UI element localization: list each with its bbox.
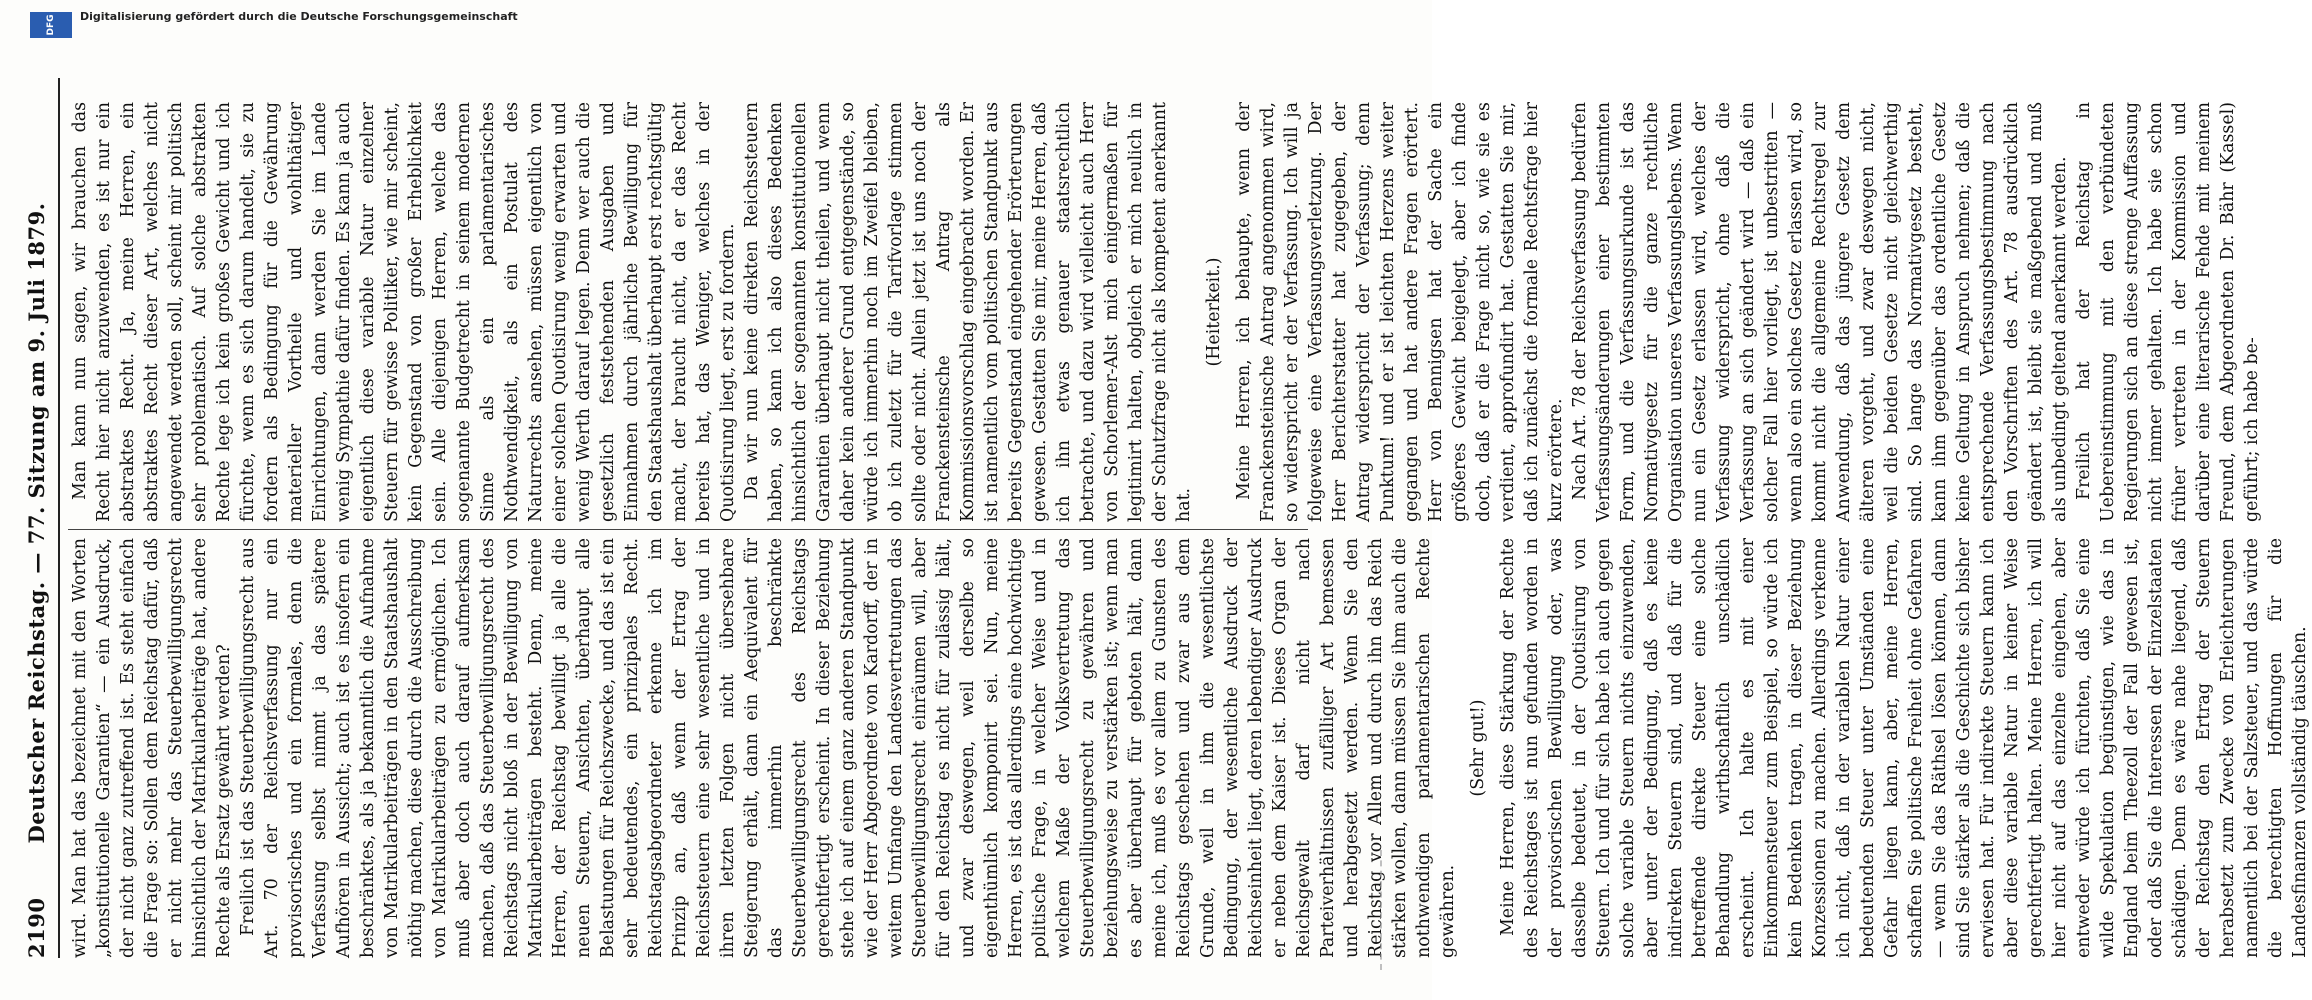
column-divider (68, 529, 1308, 530)
dfg-logo-icon: DFG (30, 12, 72, 38)
digitization-sidebar (30, 10, 1410, 40)
paragraph: Freilich hat der Reichstag in Uebereinstimmung mit den verbündeten Regierungen sich an diese strenge Auffassung nicht immer gehalten. Ich habe sie schon früher vertreten in der Kommission und darüber eine literarische Fehde mit meinem Freund, dem Abgeordneten Dr. Bähr (Kassel) geführt; ich habe be- (2074, 102, 2262, 522)
scan-artifact (1380, 850, 1402, 970)
page-number: 2190 (24, 897, 49, 958)
paragraph: Meine Herren, diese Stärkung der Rechte des Reichstages ist nun gefunden worden in der provisorischen Bewilligung oder, was dasselbe bedeutet, in der Quotisirung von Steuern. Ich und für sich habe ich auch gegen solche variable Steuern nichts einzuwenden, aber unter der Bedingung, daß es keine indirekten Steuern sind, und daß für die betreffende direkte Steuer eine solche Behandlung wirthschaftlich unschädlich erscheint. Ich halte es mit einer Einkommensteuer zum Beispiel, so würde ich kein Bedenken tragen, in dieser Beziehung Konzessionen zu machen. Allerdings verkenne ich nicht, daß in der variablen Natur einer bedeutenden Steuer unter Umständen eine Gefahr liegen kann, aber, meine Herren, schaffen Sie politische Freiheit ohne Gefahren — wenn Sie das Räthsel lösen können, dann sind Sie stärker als die Geschichte sich bisher erwiesen hat. Für indirekte Steuern kann ich aber diese variable Natur in keiner Weise gerechtfertigt halten. Meine Herren, ich will hier nicht auf das einzelne eingehen, aber entweder würde ich fürchten, daß Sie eine wilde Spekulation begünstigen, wie das in England beim Theezoll der Fall gewesen ist, oder daß Sie die Interessen der Einzelstaaten schädigen. Denn es wäre nahe liegend, daß der Reichstag den Ertrag der Steuern herabsetzt zum Zwecke von Erleichterungen namentlich bei der Salzsteuer, und das würde die berechtigten Hoffnungen für die Landesfinanzen vollständig täuschen. (1498, 538, 2310, 958)
laughter-note: (Heiterkeit.) (1204, 257, 1224, 367)
page-title: Deutscher Reichstag. — 77. Sitzung am 9. Juli 1879. (24, 202, 49, 844)
paragraph: Freilich ist das Steuerbewilligungsrecht aus Art. 70 der Reichsverfassung nur ein provisorisches und ein formales, denn die Verfassung selbst nimmt ja das spätere Aufhören in Aussicht; auch ist es insofern ein beschränktes, als ja bekanntlich die Aufnahme von Matrikularbeiträgen in den Staatshaushalt nöthig machen, diese durch die Ausschreibung von Matrikularbeiträgen zu ermöglichen. Ich muß aber doch auch darauf aufmerksam machen, daß das Steuerbewilligungsrecht des Reichstags nicht bloß in der Bewilligung von Matrikularbeiträgen besteht. Denn, meine Herren, der Reichstag bewilligt ja alle die neuen Steuern, Ansichten, überhaupt alle Belastungen für Reichszwecke, und das ist ein sehr bedeutendes, ein prinzipales Recht. Reichstagsabgeordneter erkenne ich im Prinzip an, daß wenn der Ertrag der Reichssteuern eine sehr wesentliche und in ihren letzten Folgen nicht übersehbare Steigerung erhält, dann ein Aequivalent für das immerhin beschränkte Steuerbewilligungsrecht des Reichstags gerechtfertigt erscheint. In dieser Beziehung stehe ich auf einem ganz anderen Standpunkt wie der Herr Abgeordnete von Kardorff, der in weitem Umfange den Landesvertretungen das Steuerbewilligungsrecht einräumen will, aber für den Reichstag es nicht für zulässig hält, und zwar deswegen, weil derselbe so eigenthümlich komponirt sei. Nun, meine Herren, es ist das allerdings eine hochwichtige politische Frage, in welcher Weise und in welchem Maße der Volksvertretung das Steuerbewilligungsrecht zu gewähren und beziehungsweise zu verstärken ist; wenn man es aber überhaupt für geboten hält, dann meine ich, muß es vor allem zu Gunsten des Reichstags geschehen und zwar aus dem Grunde, weil in ihm die wesentlichste Bedingung, der wesentliche Ausdruck der Reichseinheit liegt, deren lebendiger Ausdruck er neben dem Kaiser ist. Dieses Organ der Reichsgewalt darf nicht nach Parteiverhältnissen zufälliger Art bemessen und herabgesetzt werden. Wenn Sie den Reichstag vor Allem und durch ihn das Reich stärken wollen, dann müssen Sie ihm auch die nothwendigen parlamentarischen Rechte gewähren. (238, 538, 1458, 958)
applause-note: (Sehr gut!) (1468, 699, 1488, 797)
digitization-credit: Digitalisierung gefördert durch die Deutsche Forschungsgemeinschaft (80, 10, 518, 23)
paragraph: Meine Herren, ich behaupte, wenn der Franckensteinsche Antrag angenommen wird, so widerspricht er der Verfassung. Ich will ja folgeweise eine Verfassungsverletzung. Der Herr Berichterstatter hat zugegeben, der Antrag widerspricht der Verfassung; denn Punktum! und er ist leichten Herzens weiter gegangen und hat andere Fragen erörtert. Herr von Bennigsen hat der Sache ein größeres Gewicht beigelegt, aber ich finde doch, daß er die Frage nicht so, wie sie es verdient, approfundirt hat. Gestatten Sie mir, daß ich zunächst die formale Rechtsfrage hier kurz erörtere. (1234, 102, 1566, 522)
left-column (68, 538, 2310, 958)
paragraph: Man kann nun sagen, wir brauchen das Recht hier nicht anzuwenden, es ist nur ein abstraktes Recht. Ja, meine Herren, ein abstraktes Recht dieser Art, welches nicht angewendet werden soll, scheint mir politisch sehr problematisch. Auf solche abstrakten Rechte lege ich kein großes Gewicht und ich fürchte, wenn es sich darum handelt, sie zu fordern als Bedingung für die Gewährung materieller Vortheile und wohlthätiger Einrichtungen, dann werden Sie im Lande wenig Sympathie dafür finden. Es kann ja auch eigentlich diese variable Natur einzelner Steuern für gewisse Politiker, wie mir scheint, kein Gegenstand von großer Erheblichkeit sein. Alle diejenigen Herren, welche das sogenannte Budgetrecht in seinem modernen Sinne als ein parlamentarisches Nothwendigkeit, als ein Postulat des Naturrechts ansehen, müssen eigentlich von einer solchen Quotisirung wenig erwarten und wenig Werth darauf legen. Denn wer auch die gesetzlich feststehenden Ausgaben und Einnahmen durch jährliche Bewilligung für den Staatshaushalt überhaupt erst rechtsgültig macht, der braucht nicht, da er das Recht bereits hat, das Weniger, welches in der Quotisirung liegt, erst zu fordern. (70, 102, 738, 522)
paragraph: Nach Art. 78 der Reichsverfassung bedürfen Verfassungsänderungen einer bestimmten Form, und die Verfassungsurkunde ist das Normativgesetz für die ganze rechtliche Organisation unseres Verfassungslebens. Wenn nun ein Gesetz erlassen wird, welches der Verfassung widerspricht, ohne daß die Verfassung an sich geändert wird — daß ein solcher Fall hier vorliegt, ist unbestritten — wenn also ein solches Gesetz erlassen wird, so kommt nicht die allgemeine Rechtsregel zur Anwendung, daß das jüngere Gesetz dem älteren vorgeht, und zwar deswegen nicht, weil die beiden Gesetze nicht gleichwerthig sind. So lange das Normativgesetz besteht, kann ihm gegenüber das ordentliche Gesetz keine Geltung in Anspruch nehmen; daß die entsprechende Verfassungsbestimmung nach den Vorschriften des Art. 78 ausdrücklich geändert ist, bleibt sie maßgebend und muß als unbedingt geltend anerkannt werden. (1570, 102, 2070, 522)
paragraph: Da wir nun keine direkten Reichssteuern haben, so kann ich also dieses Bedenken hinsichtlich der sogenannten konstitutionellen Garantien überhaupt nicht theilen, und wenn daher kein anderer Grund entgegenstände, so würde ich immerhin noch im Zweifel bleiben, ob ich zuletzt für die Tarifvorlage stimmen sollte oder nicht. Allein jetzt ist uns noch der Franckensteinsche Antrag als Kommissionsvorschlag eingebracht worden. Er ist namentlich vom politischen Standpunkt aus bereits Gegenstand eingehender Erörterungen gewesen. Gestatten Sie mir, meine Herren, daß ich ihn etwas genauer staatsrechtlich betrachte, und dazu wird vielleicht auch Herr von Schorlemer-Alst mich einigermaßen für legitimirt halten, obgleich er mich neulich in der Schutzfrage nicht als kompetent anerkannt hat. (742, 102, 1194, 522)
paragraph: wird. Man hat das bezeichnet mit den Worten „konstitutionelle Garantien“ — ein Ausdruck, der nicht ganz zutreffend ist. Es steht einfach die Frage so: Sollen dem Reichstag dafür, daß er nicht mehr das Steuerbewilligungsrecht hinsichtlich der Matrikularbeiträge hat, andere Rechte als Ersatz gewährt werden? (70, 538, 234, 958)
header-rule (58, 78, 60, 958)
page-header (20, 88, 54, 958)
right-column (68, 102, 2262, 522)
